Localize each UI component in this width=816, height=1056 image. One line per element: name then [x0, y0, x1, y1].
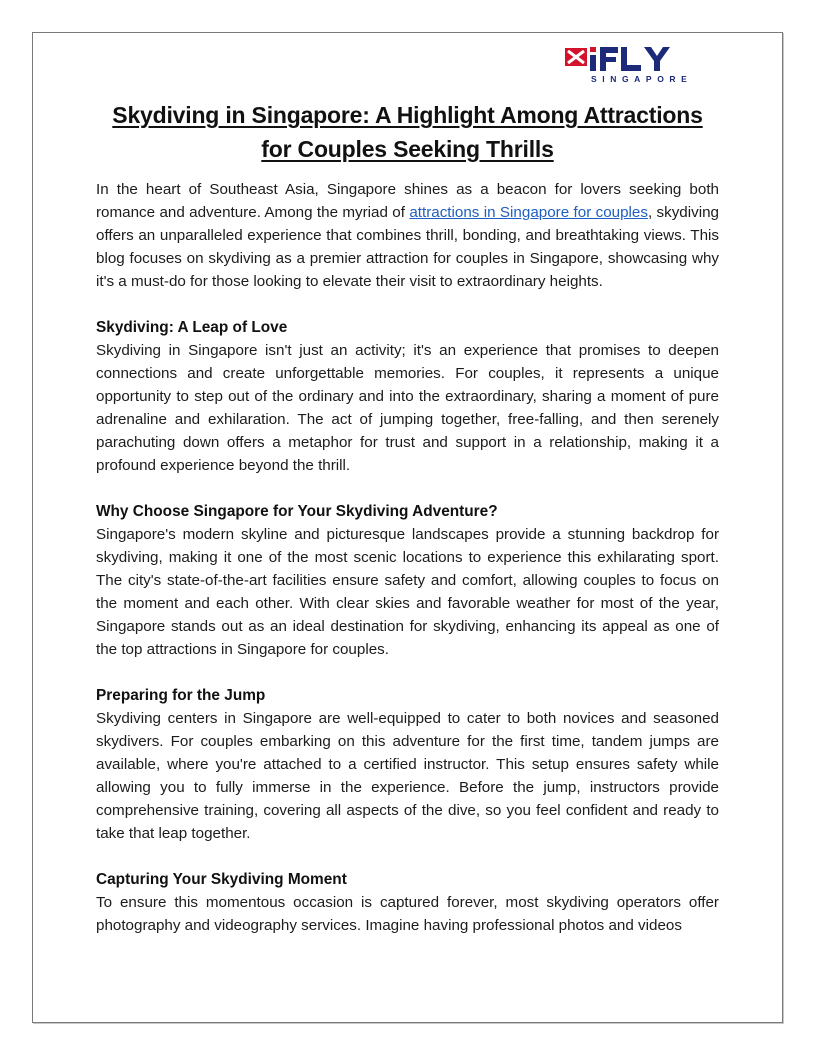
document-body [96, 98, 719, 937]
intro-text-before-link: In the heart of Southeast Asia, Singapore shines as a beacon for lovers seeking both romance and adventure. Among the myriad of [96, 181, 719, 221]
section-heading-capturing: Capturing Your Skydiving Moment [96, 871, 347, 888]
ifly-logo-icon [563, 42, 693, 84]
logo-letter-l [621, 47, 641, 71]
logo-letter-f [600, 47, 618, 71]
logo-letter-i-dot [590, 47, 596, 52]
page-title: Skydiving in Singapore: A Highlight Among Attractions for Couples Seeking Thrills [112, 102, 703, 162]
section-body-why-singapore: Singapore's modern skyline and picturesque landscapes provide a stunning backdrop for skydiving, making it one of the most scenic locations to experience this exhilarating sport. The city's state-of-the-art facilities ensure safety and comfort, allowing couples to focus on the moment and each other. With clear skies and favorable weather for most of the year, Singapore stands out as an ideal destination for skydiving, enhancing its appeal as one of the top attractions in Singapore for couples. [96, 526, 719, 658]
attractions-link[interactable]: attractions in Singapore for couples [409, 204, 648, 221]
section-body-capturing: To ensure this momentous occasion is captured forever, most skydiving operators offer photography and videography services. Imagine having professional photos and videos [96, 894, 719, 934]
ifly-singapore-logo [563, 42, 693, 84]
intro-paragraph [96, 178, 719, 293]
logo-subtext: SINGAPORE [591, 74, 693, 84]
logo-letter-i [590, 55, 596, 71]
section-heading-why-singapore: Why Choose Singapore for Your Skydiving Adventure? [96, 503, 498, 520]
section-body-leap-of-love: Skydiving in Singapore isn't just an activity; it's an experience that promises to deepen connections and create unforgettable memories. For couples, it represents a unique opportunity to step out of the ordinary and into the extraordinary, sharing a moment of pure adrenaline and exhilaration. The act of jumping together, free-falling, and then serenely parachuting down offers a metaphor for trust and support in a relationship, making it a profound experience beyond the thrill. [96, 342, 719, 474]
section-heading-preparing: Preparing for the Jump [96, 687, 266, 704]
logo-letter-y [644, 47, 670, 71]
section-body-preparing: Skydiving centers in Singapore are well-equipped to cater to both novices and seasoned skydivers. For couples embarking on this adventure for the first time, tandem jumps are available, where you're attached to a certified instructor. This setup ensures safety while allowing you to fully immerse in the experience. Before the jump, instructors provide comprehensive training, covering all aspects of the dive, so you feel confident and ready to take that leap together. [96, 710, 719, 842]
intro-text-after-link: , skydiving offers an unparalleled experience that combines thrill, bonding, and breathtaking views. This blog focuses on skydiving as a premier attraction for couples in Singapore, showcasing why it's a must-do for those looking to elevate their visit to extraordinary heights. [96, 204, 719, 290]
section-heading-leap-of-love: Skydiving: A Leap of Love [96, 319, 288, 336]
